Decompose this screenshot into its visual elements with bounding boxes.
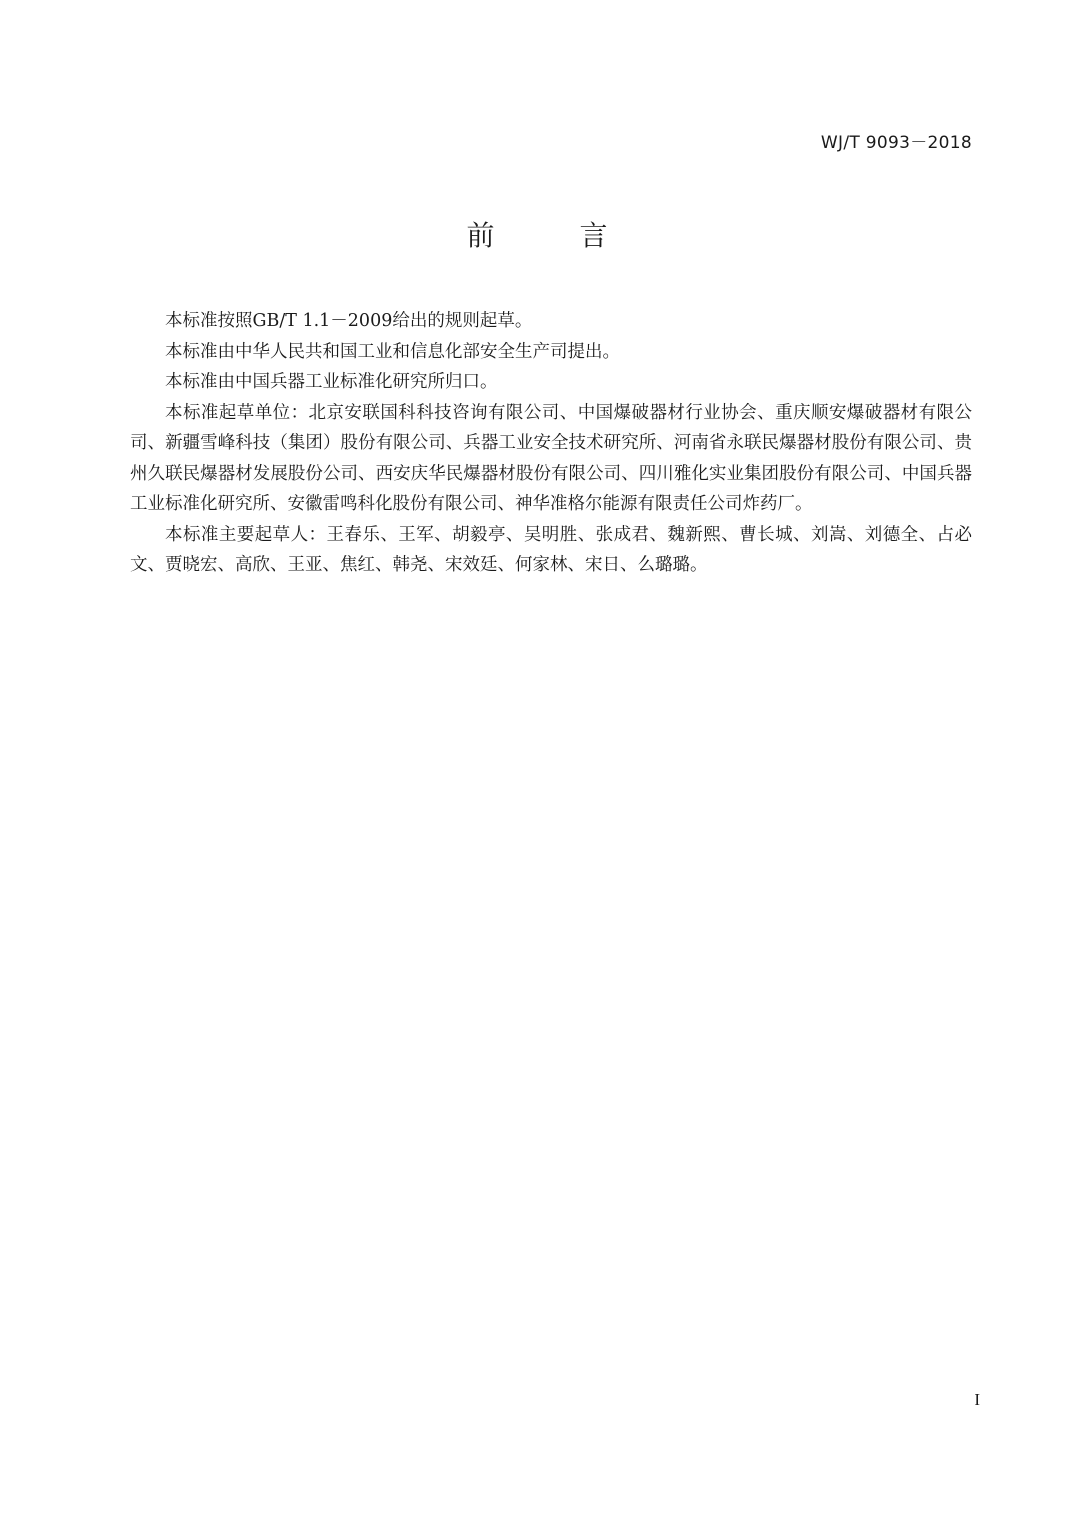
paragraph-drafting-rules: 本标准按照GB/T 1.1－2009给出的规则起草。 [165,311,533,331]
paragraph-administrator: 本标准由中国兵器工业标准化研究所归口。 [165,372,498,392]
page-title: 前 言 [466,219,646,252]
page-number: I [974,1390,980,1409]
paragraph-drafting-units: 本标准起草单位：北京安联国科科技咨询有限公司、中国爆破器材行业协会、重庆顺安爆破器材有限公司、新疆雪峰科技（集团）股份有限公司、兵器工业安全技术研究所、河南省永联民爆器材股份有限公司、贵州久联民爆器材发展股份公司、西安庆华民爆器材股份有限公司、四川雅化实业集团股份有限公司、中国兵器工业标准化研究所、安徽雷鸣科化股份有限公司、神华准格尔能源有限责任公司炸药厂。 [130,402,972,514]
paragraph-drafters: 本标准主要起草人：王春乐、王军、胡毅亭、吴明胜、张成君、魏新熙、曹长城、刘嵩、刘德全、占必文、贾晓宏、高欣、王亚、焦红、韩尧、宋效廷、何家林、宋日、么璐璐。 [130,524,972,575]
standard-number: WJ/T 9093－2018 [820,133,972,153]
paragraph-proposer: 本标准由中华人民共和国工业和信息化部安全生产司提出。 [165,341,620,362]
foreword-body [130,306,972,581]
